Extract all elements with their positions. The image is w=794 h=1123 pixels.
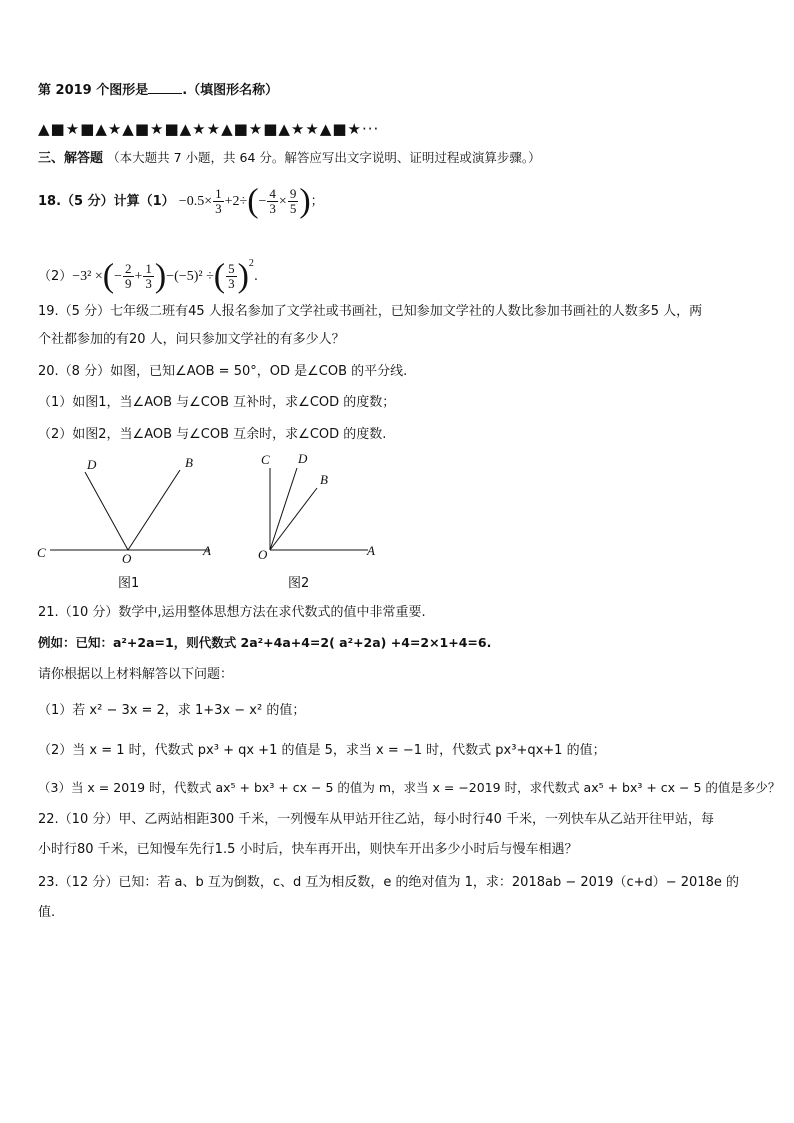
q17-tail-prefix: 第 2019 个图形是 — [38, 83, 149, 98]
q18-p2-end: . — [253, 269, 259, 284]
q21-prompt: 请你根据以上材料解答以下问题： — [38, 667, 234, 682]
q18-head: 18.（5 分）计算（1） — [38, 194, 175, 209]
paren-close: ) — [154, 257, 167, 295]
q20-head: 20.（8 分）如图，已知∠AOB = 50°，OD 是∠COB 的平分线. — [38, 364, 408, 379]
q22-line1: 22.（10 分）甲、乙两站相距300 千米，一列慢车从甲站开往乙站，每小时行40 千米，一列快车从乙站开往甲站，每 — [38, 812, 714, 827]
paren-open: ( — [102, 257, 115, 295]
q23-line2: 值. — [38, 905, 56, 920]
q18-p2-label: （2） — [38, 269, 73, 284]
exponent: 2 — [248, 258, 254, 269]
fig2-caption: 图2 — [288, 576, 310, 591]
fig2-label-c: C — [261, 452, 270, 467]
fig1-caption: 图1 — [118, 576, 140, 591]
fig2-label-b: B — [320, 472, 328, 487]
q17-tail — [38, 80, 278, 101]
q18-p1-mid: +2÷ — [224, 194, 248, 209]
q18-p1-start: −0.5× — [178, 194, 213, 209]
ray-od — [270, 468, 297, 550]
fraction: $\frac{2}{9}$ — [125, 261, 132, 291]
section-desc: （本大题共 7 小题，共 64 分。解答应写出文字说明、证明过程或演算步骤。） — [107, 150, 541, 165]
ray-ob — [128, 470, 180, 550]
fig1-label-d: D — [87, 457, 97, 472]
fraction: $\frac{9}{5}$ — [289, 186, 297, 216]
section-title: 三、解答题 — [38, 151, 104, 166]
shape-sequence: ▲■★■▲★▲■★■▲★★▲■★■▲★★▲■★··· — [38, 120, 380, 138]
q21-example: 例如：已知：a²+2a=1，则代数式 2a²+4a+4=2( a²+2a) +4=2×1+4=6. — [38, 635, 492, 650]
q21-sub2: （2）当 x = 1 时，代数式 px³ + qx +1 的值是 5，求当 x = −1 时，代数式 px³+qx+1 的值； — [38, 743, 606, 758]
q18-p2-start: −3² × — [72, 269, 103, 284]
fig1-label-b: B — [185, 455, 193, 470]
q17-tail-suffix: .（填图形名称） — [182, 83, 279, 98]
q19-line1: 19.（5 分）七年级二班有45 人报名参加了文学社或书画社，已知参加文学社的人数比参加书画社的人数多5 人，两 — [38, 304, 703, 319]
fraction: $\frac{1}{3}$ — [145, 261, 152, 291]
q18-part1 — [38, 184, 324, 220]
section-header — [38, 148, 541, 169]
fig1-label-c: C — [37, 545, 46, 560]
paren-close: ) — [237, 257, 249, 295]
fig2-label-o: O — [258, 547, 268, 562]
q18-p1-end: ； — [310, 194, 324, 209]
q22-line2: 小时行80 千米，已知慢车先行1.5 小时后，快车再开出，则快车开出多少小时后与慢车相遇？ — [38, 842, 578, 857]
ray-ob — [270, 488, 317, 550]
answer-blank — [148, 80, 182, 94]
plus-sign: + — [134, 269, 143, 284]
fig2-label-a: A — [367, 543, 375, 558]
fraction: $\frac{4}{3}$ — [269, 186, 276, 216]
fraction: $\frac{1}{3}$ — [215, 186, 222, 216]
times-sign: × — [278, 194, 287, 209]
q21-sub3: （3）当 x = 2019 时，代数式 ax⁵ + bx³ + cx − 5 的值为 m，求当 x = −2019 时，求代数式 ax⁵ + bx³ + cx − 5 的值是多少？ — [38, 780, 781, 795]
neg-sign: − — [114, 269, 123, 284]
q19-line2: 个社都参加的有20 人，问只参加文学社的有多少人？ — [38, 332, 345, 347]
q20-sub2: （2）如图2，当∠AOB 与∠COB 互余时，求∠COD 的度数. — [38, 427, 387, 442]
q21-head: 21.（10 分）数学中,运用整体思想方法在求代数式的值中非常重要. — [38, 605, 426, 620]
q18-part2 — [38, 246, 258, 295]
paren-open: ( — [213, 257, 226, 295]
fraction: $\frac{5}{3}$ — [228, 261, 235, 291]
fig1-label-a: A — [203, 543, 211, 558]
q21-sub1: （1）若 x² − 3x = 2，求 1+3x − x² 的值； — [38, 703, 306, 718]
fig1-label-o: O — [122, 551, 132, 566]
neg-sign: − — [258, 194, 267, 209]
ray-od — [85, 472, 128, 550]
q23-line1: 23.（12 分）已知：若 a、b 互为倒数，c、d 互为相反数，e 的绝对值为 1，求：2018ab − 2019（c+d）− 2018e 的 — [38, 875, 739, 890]
paren-open: ( — [247, 182, 259, 220]
q20-sub1: （1）如图1，当∠AOB 与∠COB 互补时，求∠COD 的度数； — [38, 395, 396, 410]
q18-p2-mid: −(−5)² ÷ — [166, 269, 214, 284]
fig2-label-d: D — [298, 451, 308, 466]
paren-close: ) — [299, 182, 311, 220]
